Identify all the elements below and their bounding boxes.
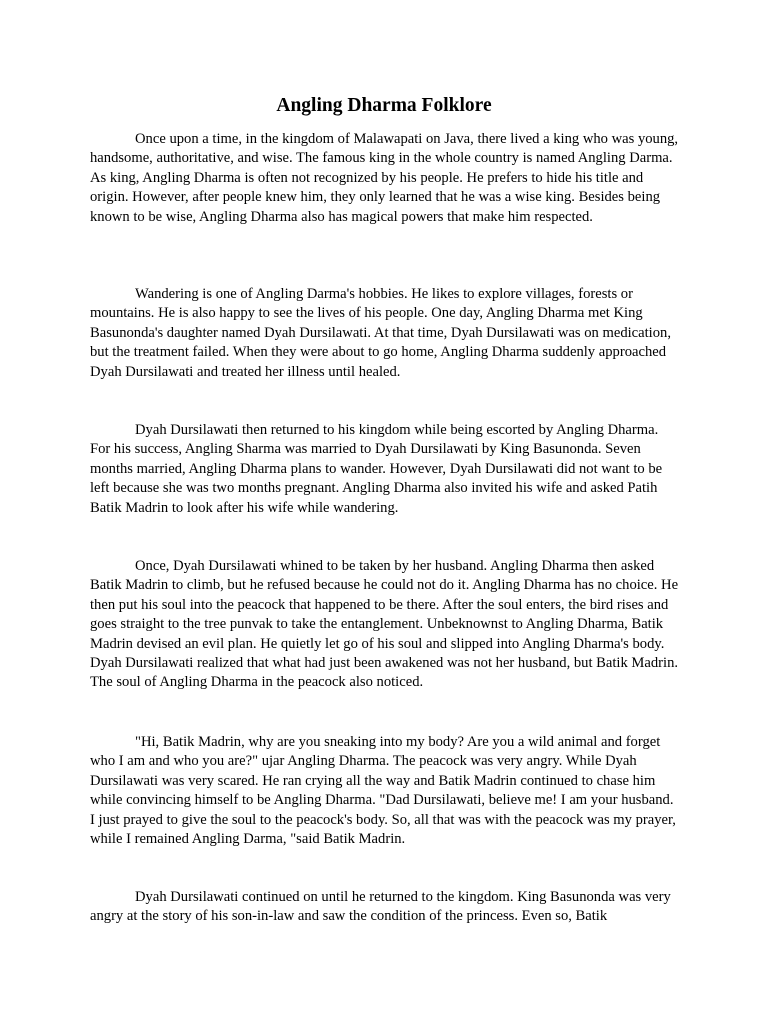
paragraph-5: "Hi, Batik Madrin, why are you sneaking into my body? Are you a wild animal and forget who I am and who you are?" ujar Angling Dharma. The peacock was very angry. While Dyah Dursilawati was very scared. He ran crying all the way and Batik Madrin continued to chase him while convincing himself to be Angling Dharma. "Dad Dursilawati, believe me! I am your husband. I just prayed to give the soul to the peacock's body. So, all that was with the peacock was my prayer, while I remained Angling Darma, "said Batik Madrin. — [90, 734, 676, 848]
paragraph-1: Once upon a time, in the kingdom of Malawapati on Java, there lived a king who was young, handsome, authoritative, and wise. The famous king in the whole country is named Angling Darma. As king, Angling Dharma is often not recognized by his people. He prefers to hide his title and origin. However, after people knew him, they only learned that he was a wise king. Besides being known to be wise, Angling Dharma also has magical powers that make him respected. — [90, 131, 679, 225]
paragraph-4: Once, Dyah Dursilawati whined to be taken by her husband. Angling Dharma then asked Batik Madrin to climb, but he refused because he could not do it. Angling Dharma has no choice. He then put his soul into the peacock that happened to be there. After the soul enters, the bird rises and goes straight to the tree punvak to take the entanglement. Unbeknownst to Angling Dharma, Batik Madrin devised an evil plan. He quietly let go of his soul and slipped into Angling Dharma's body. Dyah Dursilawati realized that what had just been awakened was not her husband, but Batik Madrin. The soul of Angling Dharma in the peacock also noticed. — [90, 558, 679, 691]
paragraph-6: Dyah Dursilawati continued on until he returned to the kingdom. King Basunonda was very angry at the story of his son-in-law and saw the condition of the princess. Even so, Batik — [90, 889, 671, 925]
document-title: Angling Dharma Folklore — [276, 95, 492, 116]
paragraph-3: Dyah Dursilawati then returned to his kingdom while being escorted by Angling Dharma. For his success, Angling Sharma was married to Dyah Dursilawati by King Basunonda. Seven months married, Angling Dharma plans to wander. However, Dyah Dursilawati did not want to be left because she was two months pregnant. Angling Dharma also invited his wife and asked Patih Batik Madrin to look after his wife while wandering. — [90, 422, 663, 516]
paragraph-2: Wandering is one of Angling Darma's hobbies. He likes to explore villages, forests or mountains. He is also happy to see the lives of his people. One day, Angling Dharma met King Basunonda's daughter named Dyah Dursilawati. At that time, Dyah Dursilawati was on medication, but the treatment failed. When they were about to go home, Angling Dharma suddenly approached Dyah Dursilawati and treated her illness until healed. — [90, 286, 671, 380]
